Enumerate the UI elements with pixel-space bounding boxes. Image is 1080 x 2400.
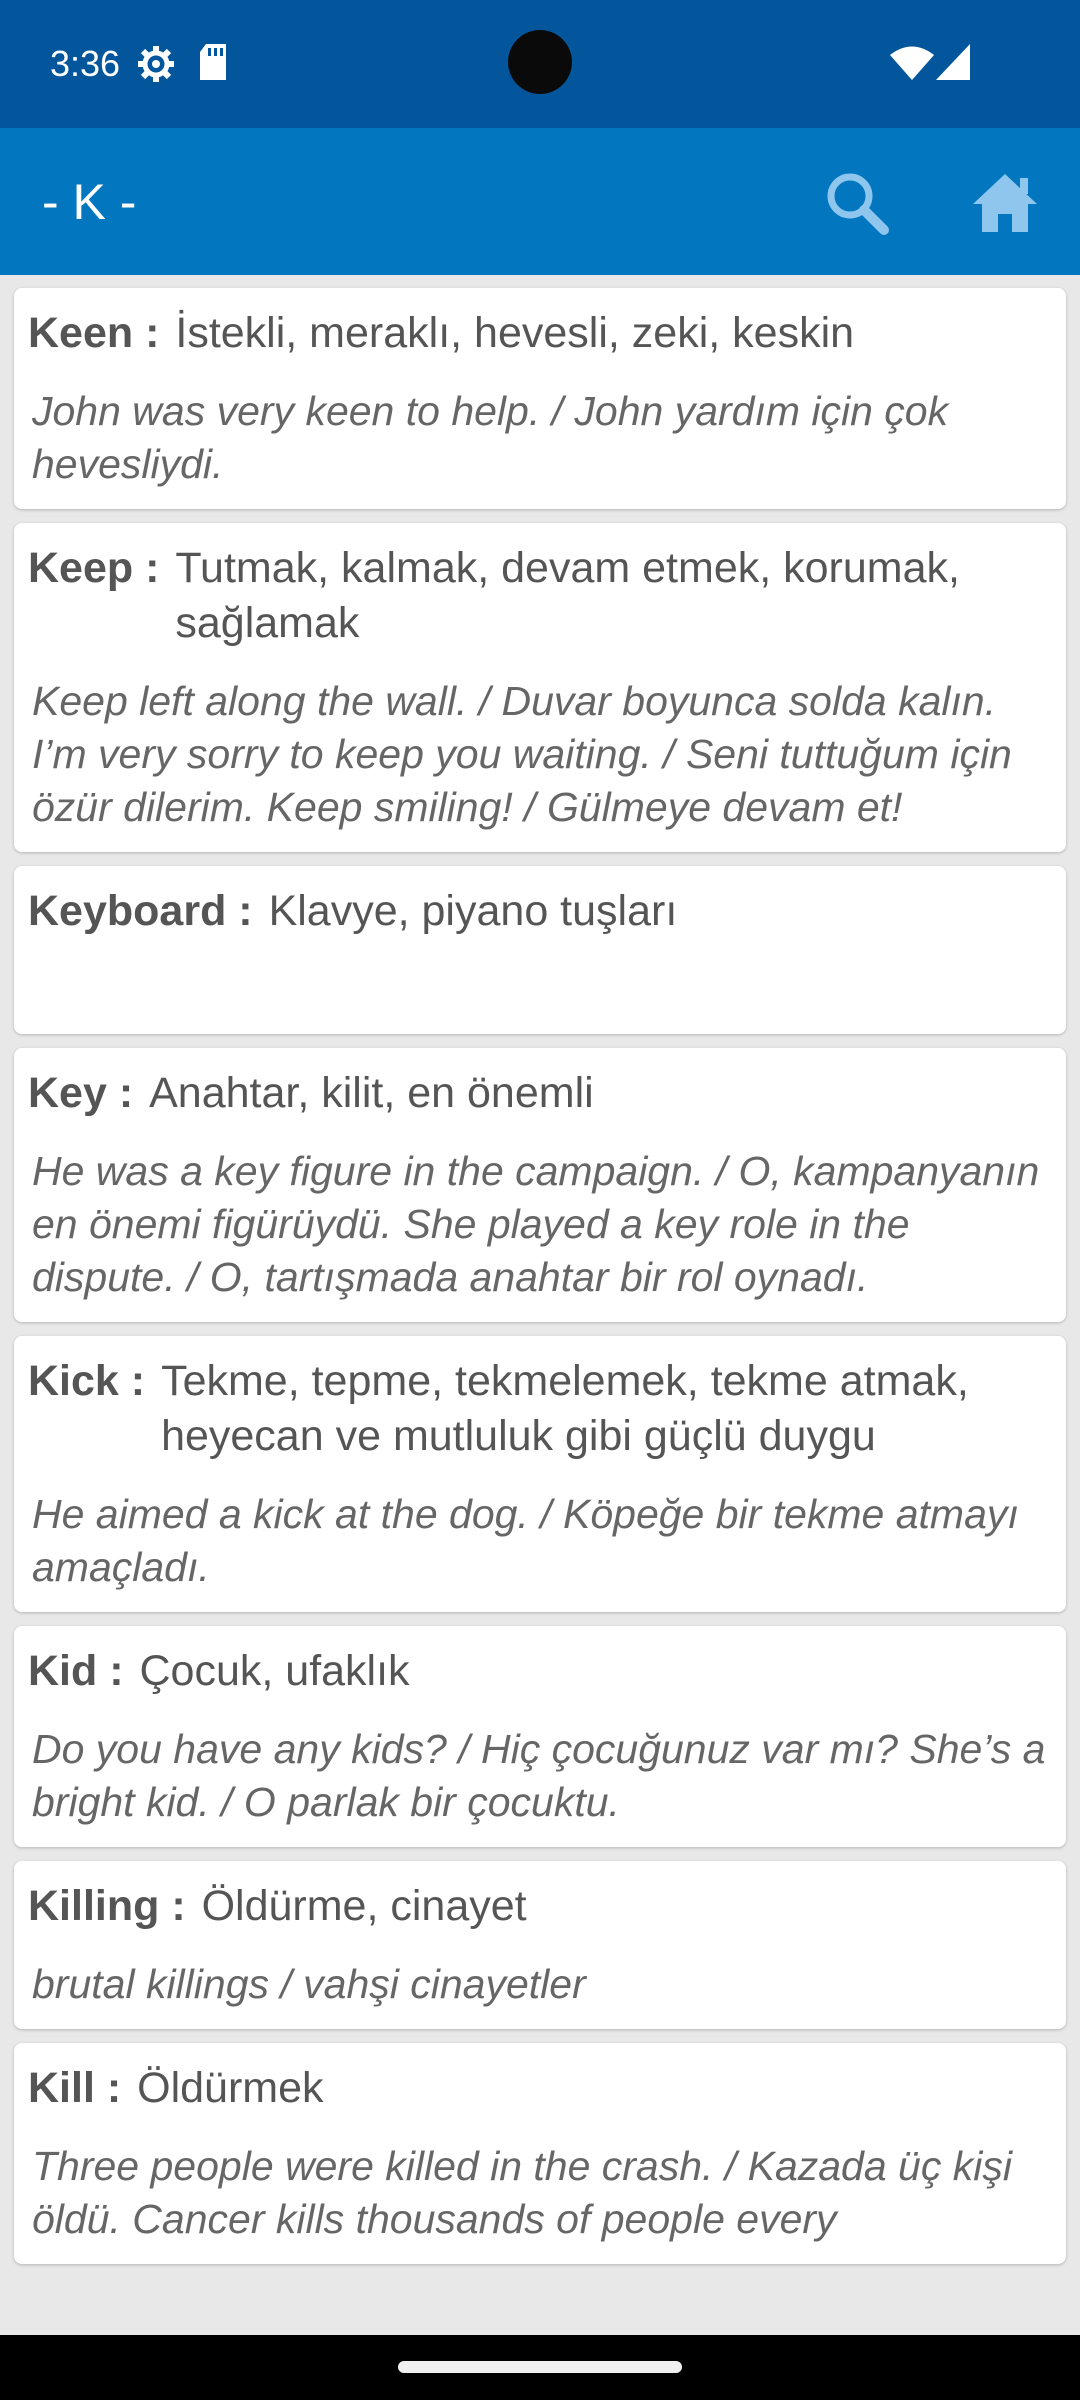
word-meaning: İstekli, meraklı, hevesli, zeki, keskin [175, 309, 855, 357]
word-term: Kick [28, 1357, 119, 1405]
sd-card-icon [198, 44, 228, 80]
term-separator: : [133, 309, 172, 357]
search-icon [822, 168, 892, 238]
card-header [28, 1644, 1052, 1699]
front-camera-cutout [508, 30, 572, 94]
word-example: John was very keen to help. / John yardım için çok hevesliydi. [32, 388, 949, 487]
word-example [28, 963, 1052, 1016]
word-example: brutal killings / vahşi cinayetler [32, 1961, 586, 2007]
word-example: He was a key figure in the campaign. / O, kampanyanın en önemi figürüydü. She played a key role in the dispute. / O, tartışmada anahtar bir rol oynadı. [32, 1148, 1040, 1300]
word-meaning: Tutmak, kalmak, devam etmek, korumak, sağlamak [175, 544, 960, 647]
card-header [28, 541, 1052, 651]
term-separator: : [159, 1882, 198, 1930]
word-meaning: Öldürme, cinayet [201, 1882, 527, 1930]
system-navigation-bar [0, 2335, 1080, 2400]
card-header [28, 1066, 1052, 1121]
term-separator: : [226, 887, 265, 935]
word-card[interactable] [14, 1861, 1066, 2029]
word-meaning: Tekme, tepme, tekmelemek, tekme atmak, heyecan ve mutluluk gibi güçlü duygu [161, 1357, 969, 1460]
wifi-icon [890, 46, 934, 80]
search-button[interactable] [822, 168, 892, 238]
settings-gear-icon [136, 44, 176, 84]
cellular-signal-icon [936, 44, 970, 80]
word-card[interactable] [14, 866, 1066, 1034]
term-separator: : [106, 1069, 146, 1117]
page-title: - K - [42, 174, 137, 230]
card-header [28, 1879, 1052, 1934]
card-header [28, 2061, 1052, 2116]
word-card[interactable] [14, 288, 1066, 509]
term-separator: : [94, 2064, 134, 2112]
word-card[interactable] [14, 2043, 1066, 2264]
card-header [28, 306, 1052, 361]
word-example: Three people were killed in the crash. / Kazada üç kişi öldü. Cancer kills thousands of people every [32, 2143, 1012, 2242]
word-meaning: Öldürmek [137, 2064, 324, 2112]
card-header [28, 1354, 1052, 1464]
word-card[interactable] [14, 1626, 1066, 1847]
word-term: Keen [28, 309, 134, 357]
word-example: Do you have any kids? / Hiç çocuğunuz var mı? She’s a bright kid. / O parlak bir çocuktu. [32, 1726, 1046, 1825]
word-card[interactable] [14, 523, 1066, 852]
word-card[interactable] [14, 1048, 1066, 1322]
status-bar [0, 0, 1080, 128]
home-icon [970, 168, 1040, 238]
word-term: Killing [28, 1882, 160, 1930]
home-gesture-handle[interactable] [398, 2361, 682, 2373]
word-example: Keep left along the wall. / Duvar boyunca solda kalın. I’m very sorry to keep you waiting. / Seni tuttuğum için özür dilerim. Keep smiling! / Gülmeye devam et! [32, 678, 1012, 830]
word-term: Keyboard [28, 887, 227, 935]
word-meaning: Klavye, piyano tuşları [268, 887, 678, 935]
word-term: Kill [28, 2064, 95, 2112]
home-button[interactable] [970, 168, 1040, 238]
word-card[interactable] [14, 1336, 1066, 1612]
app-bar [0, 128, 1080, 275]
word-example: He aimed a kick at the dog. / Köpeğe bir tekme atmayı amaçladı. [32, 1491, 1019, 1590]
term-separator: : [97, 1647, 136, 1695]
word-list[interactable] [0, 275, 1080, 2335]
word-term: Kid [28, 1647, 98, 1695]
word-meaning: Çocuk, ufaklık [139, 1647, 410, 1695]
word-term: Keep [28, 544, 134, 592]
card-header [28, 884, 1052, 939]
status-time: 3:36 [50, 43, 121, 84]
term-separator: : [118, 1357, 158, 1405]
word-term: Key [28, 1069, 107, 1117]
term-separator: : [133, 544, 172, 592]
word-meaning: Anahtar, kilit, en önemli [149, 1069, 594, 1117]
